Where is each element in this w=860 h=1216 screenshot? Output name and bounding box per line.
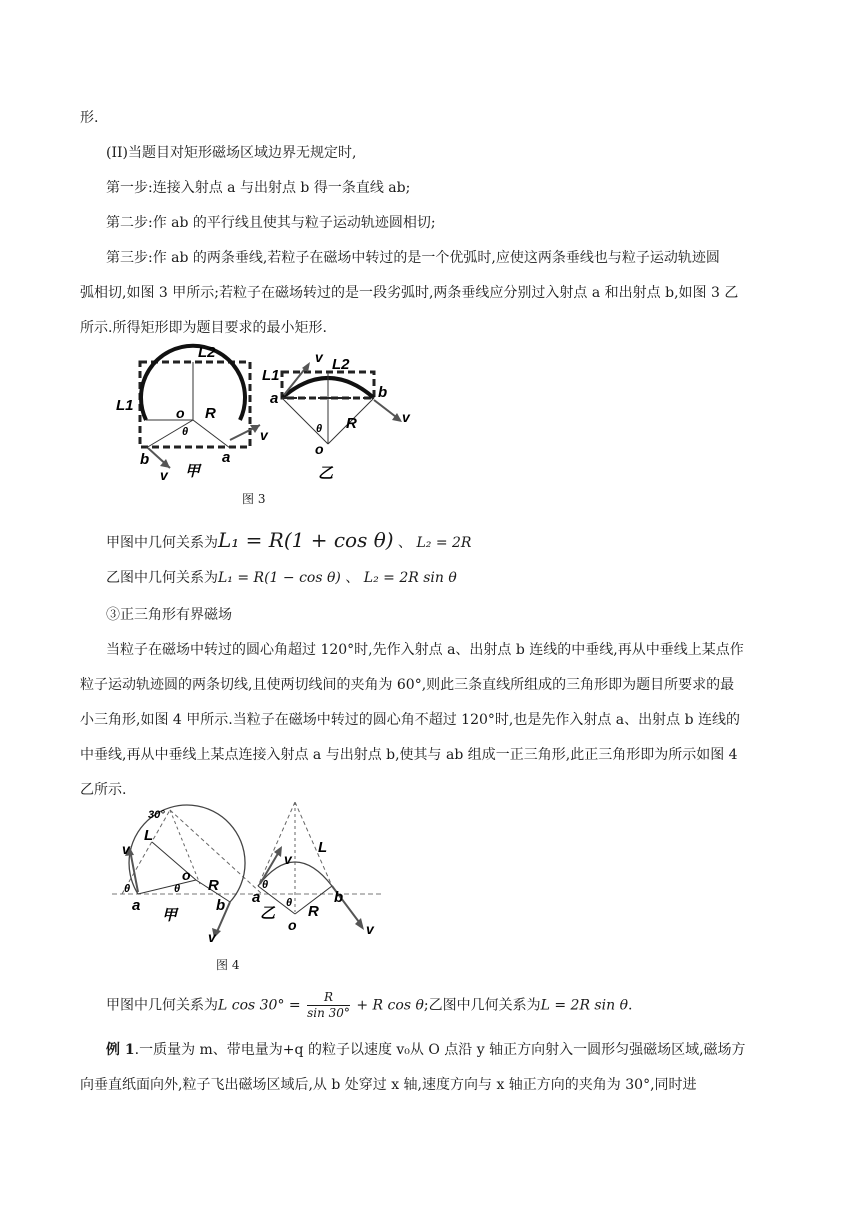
relation4-end: . [628,997,633,1014]
jia4-label-a: a [132,897,141,914]
yi4-label-o: o [288,917,297,933]
relation-fig4-line [106,990,632,1021]
yi4-label-b: b [334,889,344,906]
yi-label-b: b [378,384,388,401]
figure-3-jia [116,344,269,483]
relation-jia-L1: L₁ = R(1 + cos θ) [218,528,394,552]
figure-4-jia [112,805,382,945]
relation-jia-L2: L₂ = 2R [416,535,472,551]
yi-label-L1: L1 [262,367,280,384]
jia-label-v1: v [260,427,268,443]
example-1-label: 例 1 [106,1042,135,1058]
yi-label-v2: v [402,409,410,425]
jia4-label-v1: v [122,841,130,857]
section-3-heading [106,605,232,625]
relation-yi-line [106,568,457,588]
figure-3-caption: 图 3 [242,492,266,506]
section-3-number: ③ [106,607,120,623]
paragraph-p4a: 第三步:作 ab 的两条垂线,若粒子在磁场中转过的是一个优弧时,应使这两条垂线也与粒子运动轨迹圆 [106,250,720,266]
jia4-label-o: o [182,867,191,883]
paragraph-p5c: 小三角形,如图 4 甲所示.当粒子在磁场中转过的圆心角不超过 120°时,也是先作入射点 a、出射点 b 连线的 [80,712,740,728]
yi-label-name: 乙 [318,465,334,482]
paragraph-p0: 形. [80,110,99,126]
jia-label-theta: θ [182,426,189,438]
relation4-yi: L = 2R sin θ [540,997,628,1014]
yi4-label-theta2: θ [286,897,293,909]
jia-label-R: R [205,405,216,422]
yi4-label-theta1: θ [262,879,269,891]
yi-radius-oa [282,398,328,444]
jia-label-L2: L2 [198,344,216,361]
figure-4-yi [252,802,375,937]
relation4-lhs: L cos 30° = [218,997,301,1014]
yi4-label-v1: v [284,851,292,867]
yi4-label-name: 乙 [260,905,276,922]
paragraph-p2: 第一步:连接入射点 a 与出射点 b 得一条直线 ab; [106,180,411,196]
yi-label-L2: L2 [332,356,350,373]
example-1-line-b: 向垂直纸面向外,粒子飞出磁场区域后,从 b 处穿过 x 轴,速度方向与 x 轴正方向的夹角为 30°,同时进 [80,1077,697,1093]
jia4-trajectory-arc [129,805,245,902]
jia-dashed-rect [140,362,250,447]
yi4-label-v2: v [366,921,374,937]
relation4-prefix: 甲图中几何关系为 [106,997,218,1014]
figure-3-yi [262,349,411,482]
figure-4 [112,802,382,947]
yi-label-R: R [346,415,357,432]
yi-label-v1: v [315,349,323,365]
section-3-title: 正三角形有界磁场 [120,607,232,623]
relation4-fraction [307,990,350,1021]
jia4-label-angle30: 30° [148,809,165,821]
paragraph-p1: (II)当题目对矩形磁场区域边界无规定时, [106,145,357,161]
yi4-label-a: a [252,889,261,906]
jia4-label-theta1: θ [124,883,131,895]
jia-label-a: a [222,449,231,466]
relation4-numerator: R [307,990,350,1006]
jia-radius-oa [193,420,230,448]
relation-yi-L2: L₂ = 2R sin θ [363,570,457,586]
jia4-label-name: 甲 [162,907,178,924]
relation4-rhs: + R cos θ [356,997,424,1014]
jia4-label-v2: v [208,929,216,945]
paragraph-p4b: 弧相切,如图 3 甲所示;若粒子在磁场转过的是一段劣弧时,两条垂线应分别过入射点 a 和出射点 b,如图 3 乙 [80,285,739,301]
relation-yi-sep: 、 [345,570,360,586]
example-1-text-a: .一质量为 m、带电量为+q 的粒子以速度 v₀从 O 点沿 y 轴正方向射入一圆形匀强磁场区域,磁场方 [134,1042,746,1058]
yi-label-o: o [315,441,324,457]
relation-jia-prefix: 甲图中几何关系为 [106,535,218,551]
relation-jia-line [106,530,471,553]
yi-label-a: a [270,390,279,407]
paragraph-p5b: 粒子运动轨迹圆的两条切线,且使两切线间的夹角为 60°,则此三条直线所组成的三角形即为题目所要求的最 [80,677,735,693]
relation4-denominator: sin 30° [307,1006,350,1020]
relation4-mid: ;乙图中几何关系为 [423,997,541,1014]
jia4-label-theta2: θ [174,883,181,895]
jia4-label-R: R [208,877,219,894]
jia4-label-b: b [216,897,226,914]
paragraph-p4c: 所示.所得矩形即为题目要求的最小矩形. [80,320,327,336]
relation-yi-L1: L₁ = R(1 − cos θ) [218,570,341,586]
jia-label-L1: L1 [116,397,134,414]
jia-label-b: b [140,451,150,468]
jia-label-o: o [176,405,185,421]
figure-3 [110,340,430,488]
paragraph-p3: 第二步:作 ab 的平行线且使其与粒子运动轨迹圆相切; [106,215,436,231]
yi4-label-L: L [318,839,328,856]
jia-label-name: 甲 [185,463,201,480]
relation-jia-sep: 、 [398,535,412,551]
example-1-line-a [106,1040,746,1060]
yi4-side-left [258,802,295,886]
paragraph-p5d: 中垂线,再从中垂线上某点连接入射点 a 与出射点 b,使其与 ab 组成一正三角形,此正三角形即为所示如图 4 [80,747,738,763]
jia4-label-L: L [144,827,154,844]
paragraph-p5e: 乙所示. [80,782,127,798]
paragraph-p5a: 当粒子在磁场中转过的圆心角超过 120°时,先作入射点 a、出射点 b 连线的中垂线,再从中垂线上某点作 [106,642,744,658]
jia-label-v2: v [160,467,168,483]
yi-label-theta: θ [316,423,323,435]
figure-4-caption: 图 4 [216,958,240,972]
relation-yi-prefix: 乙图中几何关系为 [106,570,218,586]
yi4-label-R: R [308,903,319,920]
